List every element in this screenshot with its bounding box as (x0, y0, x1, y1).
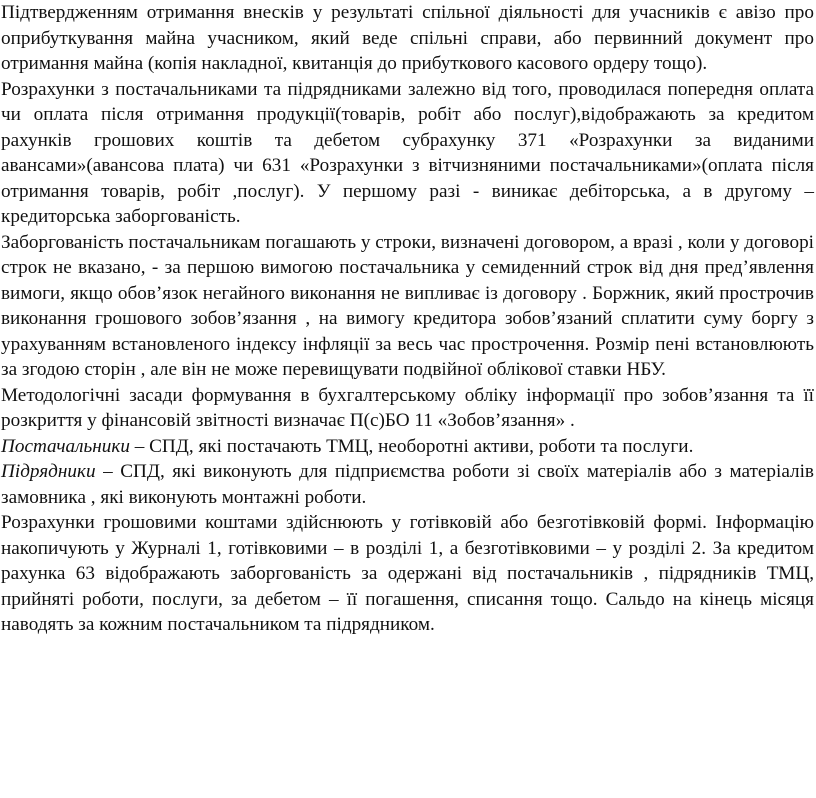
definition-term: Постачальники (1, 435, 130, 457)
paragraph-supplier-settlements: Розрахунки з постачальниками та підрядниками залежно від того, проводилася попередня оплата чи оплата після отримання продукції(товарів, робіт або послуг),відображають за кредитом рахунків грошових коштів та дебетом субрахунку 371 «Розрахунки за виданими авансами»(авансова плата) чи 631 «Розрахунки з вітчизняними постачальниками»(оплата після отримання товарів, робіт ,послуг). У першому разі - виникає дебіторська, а в другому – кредиторська заборгованість. (1, 78, 814, 227)
paragraph-cash-settlements: Розрахунки грошовими коштами здійснюють у готівковій або безготівковій формі. Інформацію накопичують у Журналі 1, готівковими – в розділі 1, а безготівковими – у розділі 2. За кредитом рахунка 63 відображають заборгованість за одержані від постачальників , підрядників ТМЦ, прийняті роботи, послуги, за дебетом – її погашення, списання тощо. Сальдо на кінець місяця наводять за кожним постачальником та підрядником. (1, 512, 814, 635)
paragraph-methodology: Методологічні засади формування в бухгалтерському обліку інформації про зобов’язання та її розкриття у фінансовій звітності визначає П(с)БО 11 «Зобов’язання» . (1, 384, 814, 431)
definition-text: СПД, які постачають ТМЦ, необоротні активи, роботи та послуги. (149, 435, 694, 457)
definition-text: СПД, які виконують для підприємства роботи зі своїх матеріалів або з матеріалів замовника , які виконують монтажні роботи. (1, 461, 814, 508)
definition-suppliers (1, 434, 814, 460)
definition-contractors (1, 459, 814, 510)
definition-term: Підрядники (1, 461, 96, 482)
paragraph-debt-repayment: Заборгованість постачальникам погашають у строки, визначені договором, а вразі , коли у договорі строк не вказано, - за першою вимогою постачальника у семиденний строк від дня пред’явлення вимоги, якщо обов’язок негайного виконання не випливає із договору . Боржник, який прострочив виконання грошового зобов’язання , на вимогу кредитора зобов’язаний сплатити суму боргу з урахуванням встановленого індексу інфляції за весь час прострочення. Розмір пені встановлюють за згодою сторін , але він не може перевищувати подвійної облікової ставки НБУ. (1, 231, 814, 380)
paragraph-joint-activity-contributions: Підтвердженням отримання внесків у результаті спільної діяльності для учасників є авізо про оприбуткування майна учасником, який веде спільні справи, або первинний документ про отримання майна (копія накладної, квитанція до прибуткового касового ордеру тощо). (1, 2, 814, 74)
definition-separator: – (95, 461, 121, 482)
definition-separator: – (129, 435, 150, 457)
